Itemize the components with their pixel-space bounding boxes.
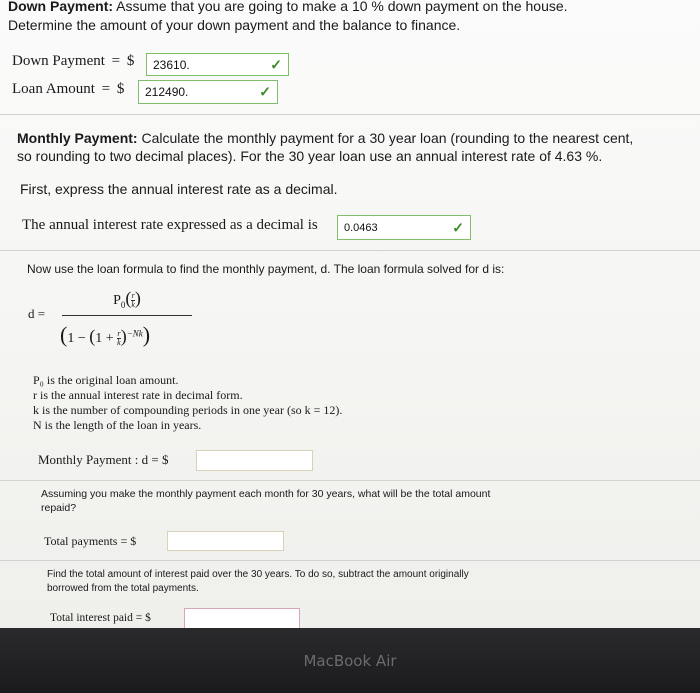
rate-value: 0.0463 xyxy=(344,221,378,234)
monthly-payment-input[interactable] xyxy=(196,450,313,471)
total-payments-input[interactable] xyxy=(167,531,284,551)
formula-subscript: 0 xyxy=(120,299,126,310)
down-payment-label: Down Payment xyxy=(12,53,105,69)
total-payments-label: Total payments = xyxy=(44,534,128,548)
down-payment-prompt xyxy=(8,0,568,14)
check-icon: ✓ xyxy=(270,56,282,72)
formula-exponent: −Nk xyxy=(126,328,143,339)
monthly-payment-label: Monthly Payment : d = xyxy=(38,452,159,467)
formula-numerator: $P_0$( $\frac{r}{k}$ ) xyxy=(113,288,141,310)
first-step-text: First, express the annual interest rate as a decimal. xyxy=(20,181,338,197)
monthly-payment-label-row xyxy=(38,452,168,468)
formula-minus: − xyxy=(77,331,86,346)
equals-sign: = xyxy=(111,53,121,69)
fraction-denominator: k xyxy=(131,300,135,310)
formula-plus: + xyxy=(105,331,114,346)
formula-lhs: d = xyxy=(28,306,46,321)
equals-sign: = xyxy=(101,81,111,97)
formula-p0: P xyxy=(113,293,121,308)
interest-question: Find the total amount of interest paid over the 30 years. To do so, subtract the amount originally xyxy=(47,569,469,580)
formula-one: 1 xyxy=(67,331,75,346)
fraction-numerator: r xyxy=(117,329,121,339)
total-payments-label-row xyxy=(44,534,136,549)
interest-question-2: borrowed from the total payments. xyxy=(47,583,199,594)
total-interest-label-row xyxy=(50,612,151,624)
currency-sign: $ xyxy=(145,612,151,624)
bezel-brand-label: MacBook Air xyxy=(303,652,397,670)
formula-denominator: (1 − (1 + $\frac{r}{k}$ )$^{-Nk}$) xyxy=(60,322,151,348)
check-icon: ✓ xyxy=(259,83,271,100)
loan-amount-value: 212490. xyxy=(145,85,189,99)
definition-r: r is the annual interest rate in decimal form. xyxy=(33,388,243,402)
down-payment-line2: Determine the amount of your down payment and the balance to finance. xyxy=(8,17,461,33)
currency-sign: $ xyxy=(130,534,137,548)
section-divider xyxy=(0,114,700,115)
formula-intro: Now use the loan formula to find the monthly payment, d. The loan formula solved for d is: xyxy=(27,262,505,276)
currency-sign: $ xyxy=(161,452,169,467)
down-payment-input[interactable] xyxy=(146,53,289,76)
laptop-bezel xyxy=(0,628,700,693)
monthly-payment-prompt xyxy=(17,130,633,146)
loan-amount-label-row xyxy=(12,81,124,98)
currency-sign: $ xyxy=(126,53,135,69)
monthly-payment-line1: Calculate the monthly payment for a 30 year loan (rounding to the nearest cent, xyxy=(141,130,634,146)
total-question: Assuming you make the monthly payment each month for 30 years, what will be the total amount xyxy=(41,488,491,500)
down-payment-line1: Assume that you are going to make a 10 % down payment on the house. xyxy=(116,0,568,14)
down-payment-label-row xyxy=(12,53,134,70)
total-question-2: repaid? xyxy=(41,502,77,514)
fraction-denominator: k xyxy=(117,338,121,348)
definition-p0: P₀ is the original loan amount. xyxy=(33,373,179,387)
fraction-numerator: r xyxy=(131,291,135,301)
loan-amount-label: Loan Amount xyxy=(12,81,95,97)
definition-k: k is the number of compounding periods in one year (so k = 12). xyxy=(33,403,343,417)
rate-label: The annual interest rate expressed as a decimal is xyxy=(22,217,318,233)
definition-n: N is the length of the loan in years. xyxy=(33,418,202,432)
section-divider xyxy=(0,480,700,481)
total-interest-input[interactable] xyxy=(184,608,300,628)
formula-fraction-bar xyxy=(62,315,192,316)
section-divider xyxy=(0,560,700,561)
monthly-payment-heading: Monthly Payment: xyxy=(17,130,138,146)
section-divider xyxy=(0,250,700,251)
rate-input[interactable] xyxy=(337,215,471,240)
down-payment-heading: Down Payment: xyxy=(8,0,114,14)
formula-one: 1 xyxy=(95,331,103,346)
currency-sign: $ xyxy=(116,81,125,97)
monthly-payment-line2: so rounding to two decimal places). For the 30 year loan use an annual interest rate of 4.63 %. xyxy=(17,148,603,164)
loan-amount-input[interactable] xyxy=(138,80,278,104)
down-payment-value: 23610. xyxy=(153,57,190,72)
total-interest-label: Total interest paid = xyxy=(50,612,143,624)
check-icon: ✓ xyxy=(452,219,464,235)
